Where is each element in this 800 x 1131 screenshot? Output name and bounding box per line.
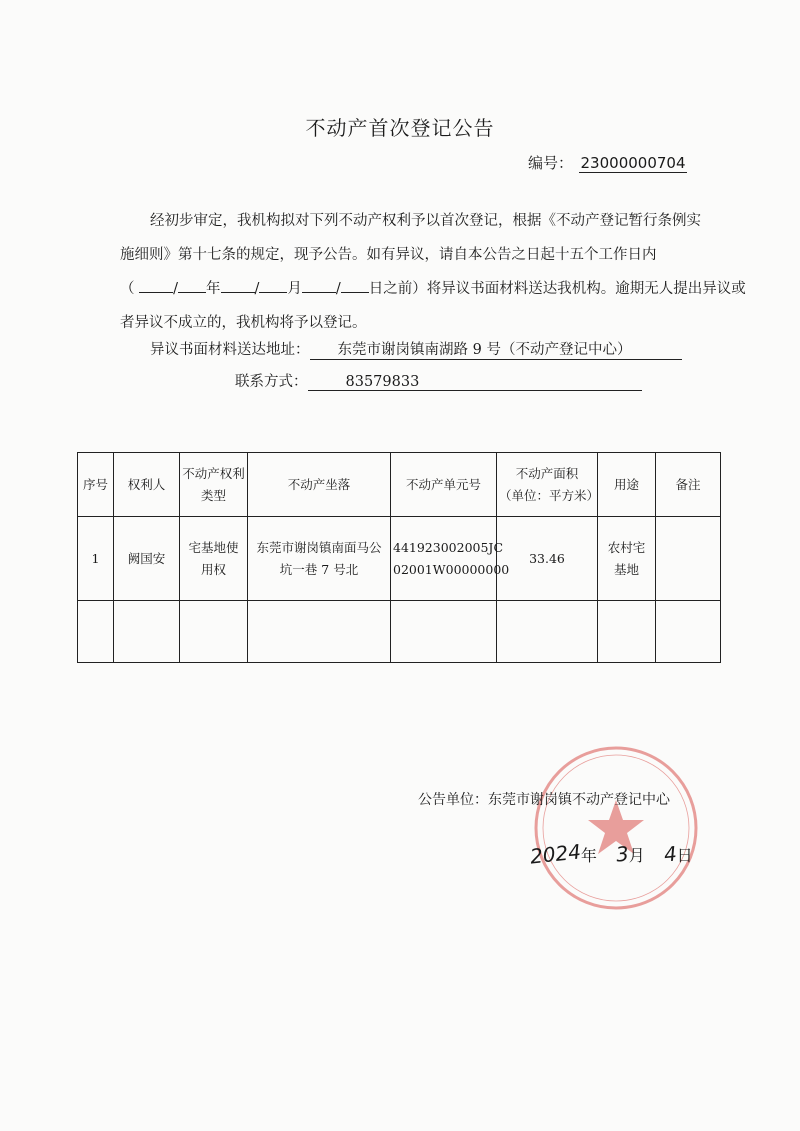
header-line: 不动产面积 bbox=[515, 465, 579, 481]
date-year: 2024 bbox=[528, 839, 583, 869]
paren-open: （ bbox=[120, 281, 135, 297]
cell-line: 宅基地使 bbox=[188, 539, 239, 555]
cell-line: 02001W00000000 bbox=[393, 561, 510, 577]
blank-field bbox=[178, 278, 206, 293]
month-label: 月 bbox=[287, 281, 302, 297]
cell-location bbox=[248, 517, 391, 601]
year-suffix: 年 bbox=[580, 846, 597, 865]
objection-address bbox=[150, 338, 682, 360]
year-label: 年 bbox=[206, 281, 221, 297]
contact-info bbox=[235, 370, 642, 391]
cell-right-type bbox=[180, 517, 248, 601]
body-line-deadline bbox=[120, 272, 746, 306]
cell-owner: 阙国安 bbox=[114, 517, 180, 601]
page-title: 不动产首次登记公告 bbox=[305, 116, 495, 140]
header-cell: 权利人 bbox=[114, 453, 180, 517]
cell-area: 33.46 bbox=[497, 517, 598, 601]
official-seal bbox=[530, 742, 702, 914]
header-cell: 不动产坐落 bbox=[248, 453, 391, 517]
header-line: （单位：平方米） bbox=[499, 487, 600, 503]
date-day: 4 bbox=[662, 841, 678, 867]
header-line: 类型 bbox=[200, 487, 226, 503]
body-line: 经初步审定，我机构拟对下列不动产权利予以首次登记，根据《不动产登记暂行条例实 bbox=[150, 213, 701, 229]
cell-line: 用权 bbox=[200, 561, 226, 577]
slash: / bbox=[335, 281, 341, 297]
header-cell: 序号 bbox=[78, 453, 114, 517]
contact-label: 联系方式： bbox=[235, 374, 308, 390]
month-suffix: 月 bbox=[628, 846, 645, 865]
notice-body bbox=[120, 204, 746, 340]
address-value: 东莞市谢岗镇南湖路 9 号（不动产登记中心） bbox=[310, 338, 682, 360]
day-suffix: 日 bbox=[676, 846, 693, 865]
empty-cell bbox=[114, 601, 180, 663]
body-line: 者异议不成立的，我机构将予以登记。 bbox=[120, 315, 367, 331]
slash: / bbox=[173, 281, 178, 297]
address-label: 异议书面材料送达地址： bbox=[150, 342, 310, 358]
header-line: 不动产权利 bbox=[182, 465, 245, 481]
header-cell bbox=[180, 453, 248, 517]
cell-line: 东莞市谢岗镇南面马公 bbox=[256, 539, 382, 555]
cell-line: 农村宅 bbox=[607, 539, 646, 555]
slash: / bbox=[254, 281, 260, 297]
header-cell: 不动产单元号 bbox=[391, 453, 497, 517]
cell-line: 基地 bbox=[613, 561, 639, 577]
table-header-row bbox=[78, 453, 721, 517]
blank-field bbox=[341, 278, 369, 293]
body-line: 施细则》第十七条的规定，现予公告。如有异议，请自本公告之日起十五个工作日内 bbox=[120, 247, 657, 263]
cell-use bbox=[598, 517, 656, 601]
empty-cell bbox=[656, 601, 721, 663]
issue-date bbox=[528, 839, 693, 869]
blank-field bbox=[302, 278, 336, 293]
header-cell bbox=[497, 453, 598, 517]
table-row-empty bbox=[78, 601, 721, 663]
empty-cell bbox=[598, 601, 656, 663]
blank-field bbox=[259, 278, 287, 293]
cell-unit-number bbox=[391, 517, 510, 601]
header-cell: 用途 bbox=[598, 453, 656, 517]
day-label: 日之前）将异议书面材料送达我机构。逾期无人提出异议或 bbox=[368, 281, 746, 297]
blank-field bbox=[221, 278, 255, 293]
table-row bbox=[78, 517, 721, 601]
empty-cell bbox=[391, 601, 497, 663]
contact-value: 83579833 bbox=[308, 374, 642, 391]
empty-cell bbox=[78, 601, 114, 663]
cell-line: 441923002005JC bbox=[393, 539, 504, 555]
serial-value: 23000000704 bbox=[580, 154, 686, 172]
cell-note bbox=[656, 517, 721, 601]
date-month: 3 bbox=[614, 841, 630, 867]
cell-no: 1 bbox=[78, 517, 114, 601]
registration-table bbox=[77, 452, 721, 663]
serial-number bbox=[528, 152, 687, 173]
empty-cell bbox=[180, 601, 248, 663]
cell-line: 坑一巷 7 号北 bbox=[279, 561, 359, 577]
issuing-unit: 公告单位：东莞市谢岗镇不动产登记中心 bbox=[418, 792, 670, 808]
empty-cell bbox=[248, 601, 391, 663]
serial-label: 编号： bbox=[528, 154, 574, 172]
blank-field bbox=[139, 278, 173, 293]
empty-cell bbox=[497, 601, 598, 663]
header-cell: 备注 bbox=[656, 453, 721, 517]
